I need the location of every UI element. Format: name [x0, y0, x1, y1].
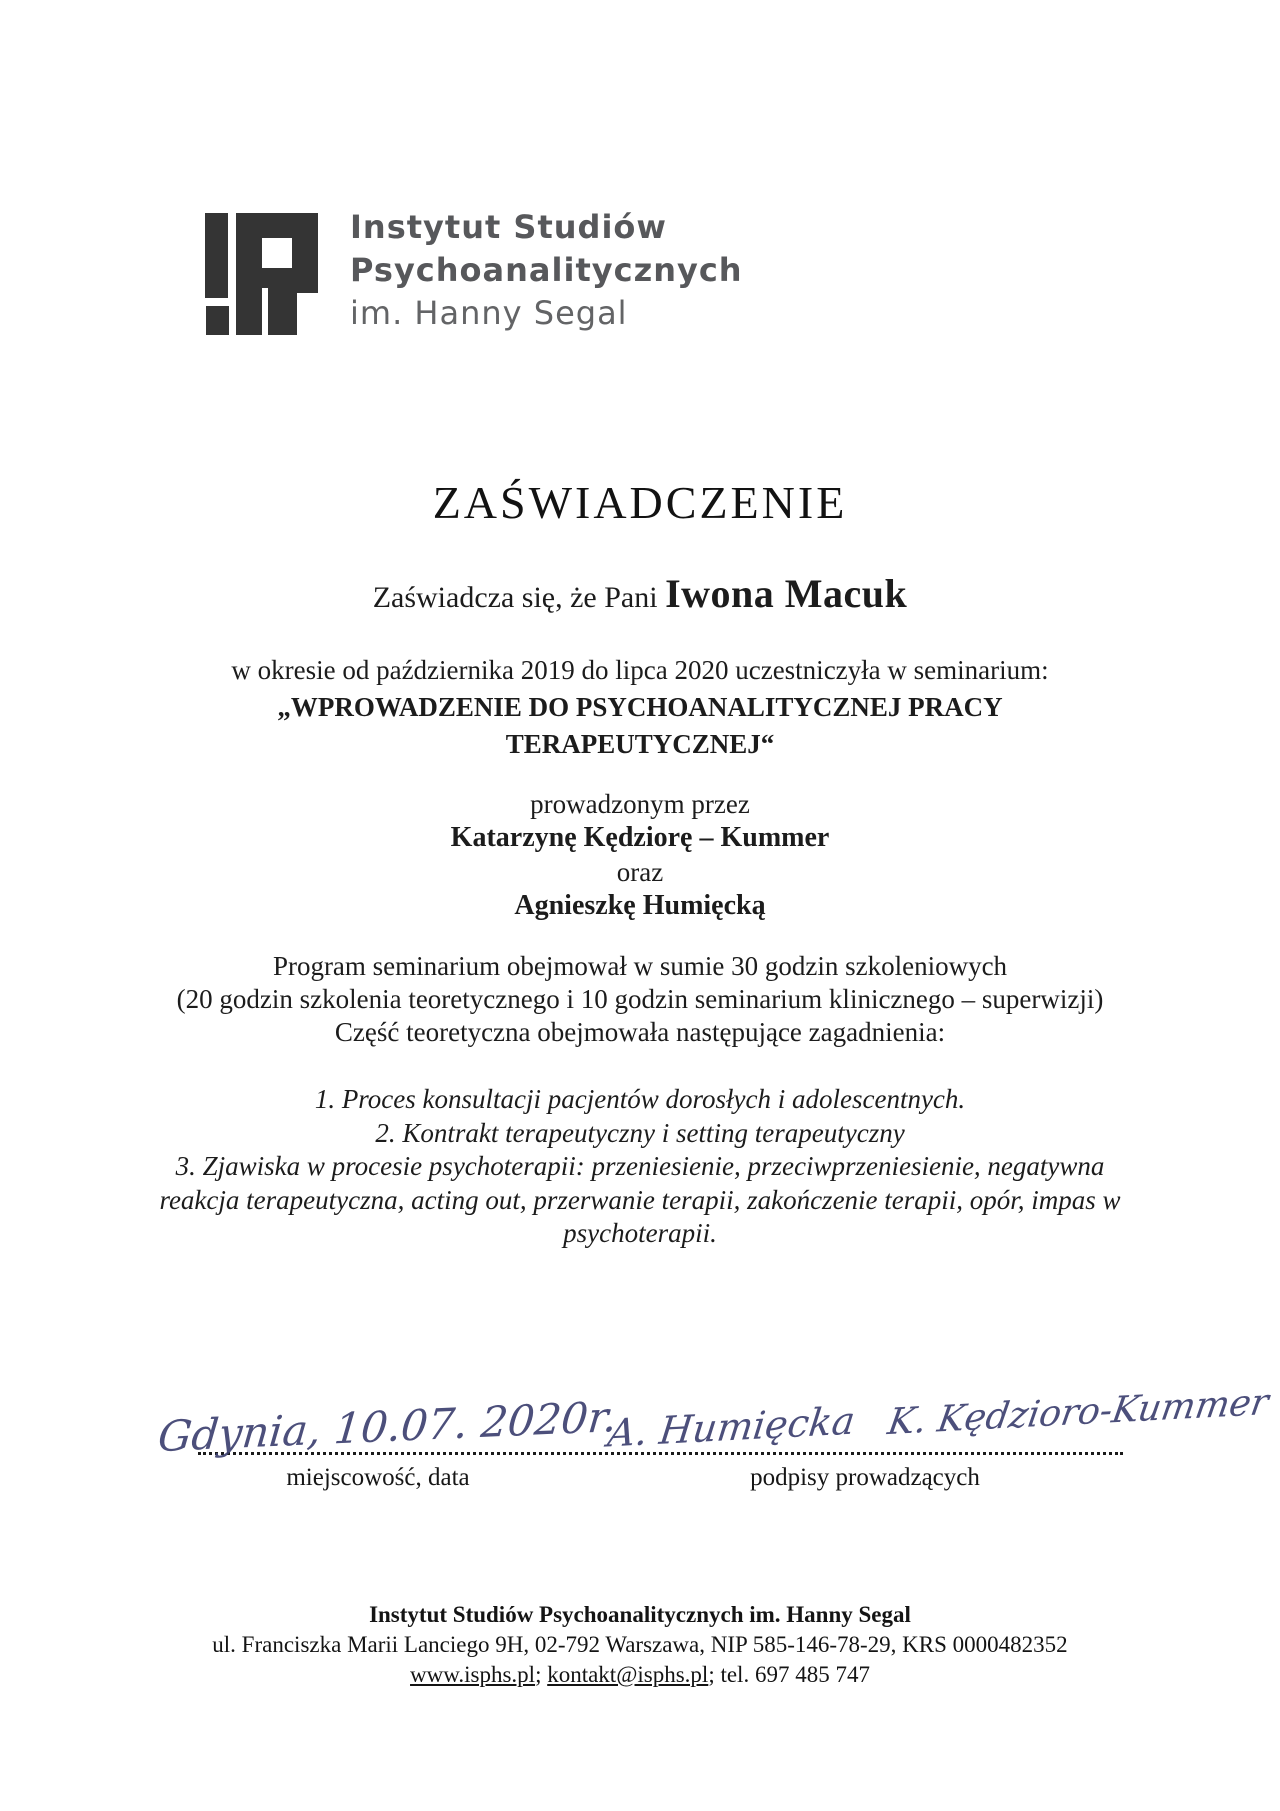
lecturer-1: Katarzynę Kędziorę – Kummer: [450, 822, 830, 853]
footer-contact-line: [110, 1660, 1170, 1690]
conducted-by-label: prowadzonym przez: [530, 789, 750, 819]
footer-address-line: ul. Franciszka Marii Lanciego 9H, 02-792 Warszawa, NIP 585-146-78-29, KRS 0000482352: [212, 1632, 1068, 1657]
handwritten-signature-2: K. Kędzioro-Kummer: [884, 1381, 1272, 1444]
program-line2: (20 godzin szkolenia teoretycznego i 10 godzin seminarium klinicznego – superwizji): [176, 984, 1104, 1014]
document-title: ZAŚWIADCZENIE: [432, 477, 848, 528]
institute-name: [350, 206, 743, 335]
topic-item: 2. Kontrakt terapeutyczny i setting terapeutyczny: [375, 1117, 905, 1148]
footer: [110, 1600, 1170, 1690]
header: [205, 208, 743, 335]
seminar-title-line2: TERAPEUTYCZNEJ“: [505, 729, 775, 759]
topics-list: [135, 1083, 1145, 1251]
signatures-label: podpisy prowadzących: [750, 1464, 980, 1491]
footer-phone: tel. 697 485 747: [720, 1662, 870, 1687]
institute-name-line1: Instytut Studiów: [350, 208, 667, 246]
program-line1: Program seminarium obejmował w sumie 30 godzin szkoleniowych: [272, 951, 1008, 981]
email-link[interactable]: kontakt@isphs.pl: [547, 1662, 709, 1687]
topic-item: 1. Proces konsultacji pacjentów dorosłych i adolescentnych.: [314, 1084, 966, 1114]
period-line: w okresie od października 2019 do lipca 2020 uczestniczyła w seminarium:: [231, 655, 1049, 685]
footer-separator: ;: [708, 1662, 721, 1687]
institute-logo-icon: [205, 213, 318, 335]
website-link[interactable]: www.isphs.pl: [410, 1662, 536, 1687]
place-date-label: miejscowość, data: [286, 1464, 470, 1491]
institute-name-line2: Psychoanalitycznych: [350, 251, 743, 289]
conjunction: oraz: [616, 857, 664, 887]
topic-item: 3. Zjawiska w procesie psychoterapii: przeniesienie, przeciwprzeniesienie, negatywna reakcja terapeutyczna, acting out, przerwanie terapii, zakończenie terapii, opór, impas w psychoterapii.: [159, 1151, 1121, 1248]
institute-name-line3: im. Hanny Segal: [350, 294, 628, 332]
subject-name: Iwona Macuk: [665, 571, 908, 616]
lecturer-2: Agnieszkę Humięcką: [514, 890, 766, 921]
seminar-period-block: [135, 652, 1145, 763]
subject-line: [135, 570, 1145, 617]
conducted-by-block: [135, 787, 1145, 923]
footer-institute-name: Instytut Studiów Psychoanalitycznych im. Hanny Segal: [369, 1602, 911, 1627]
handwritten-signature-1: A. Humięcka: [605, 1398, 858, 1456]
footer-separator: ;: [535, 1662, 548, 1687]
program-summary-block: [135, 950, 1145, 1049]
handwritten-place-date: Gdynia, 10.07. 2020r.: [155, 1391, 620, 1462]
program-line3: Część teoretyczna obejmowała następujące zagadnienia:: [334, 1017, 946, 1047]
subject-prefix: Zaświadcza się, że Pani: [372, 581, 666, 614]
seminar-title-line1: „WPROWADZENIE DO PSYCHOANALITYCZNEJ PRACY: [277, 692, 1003, 722]
